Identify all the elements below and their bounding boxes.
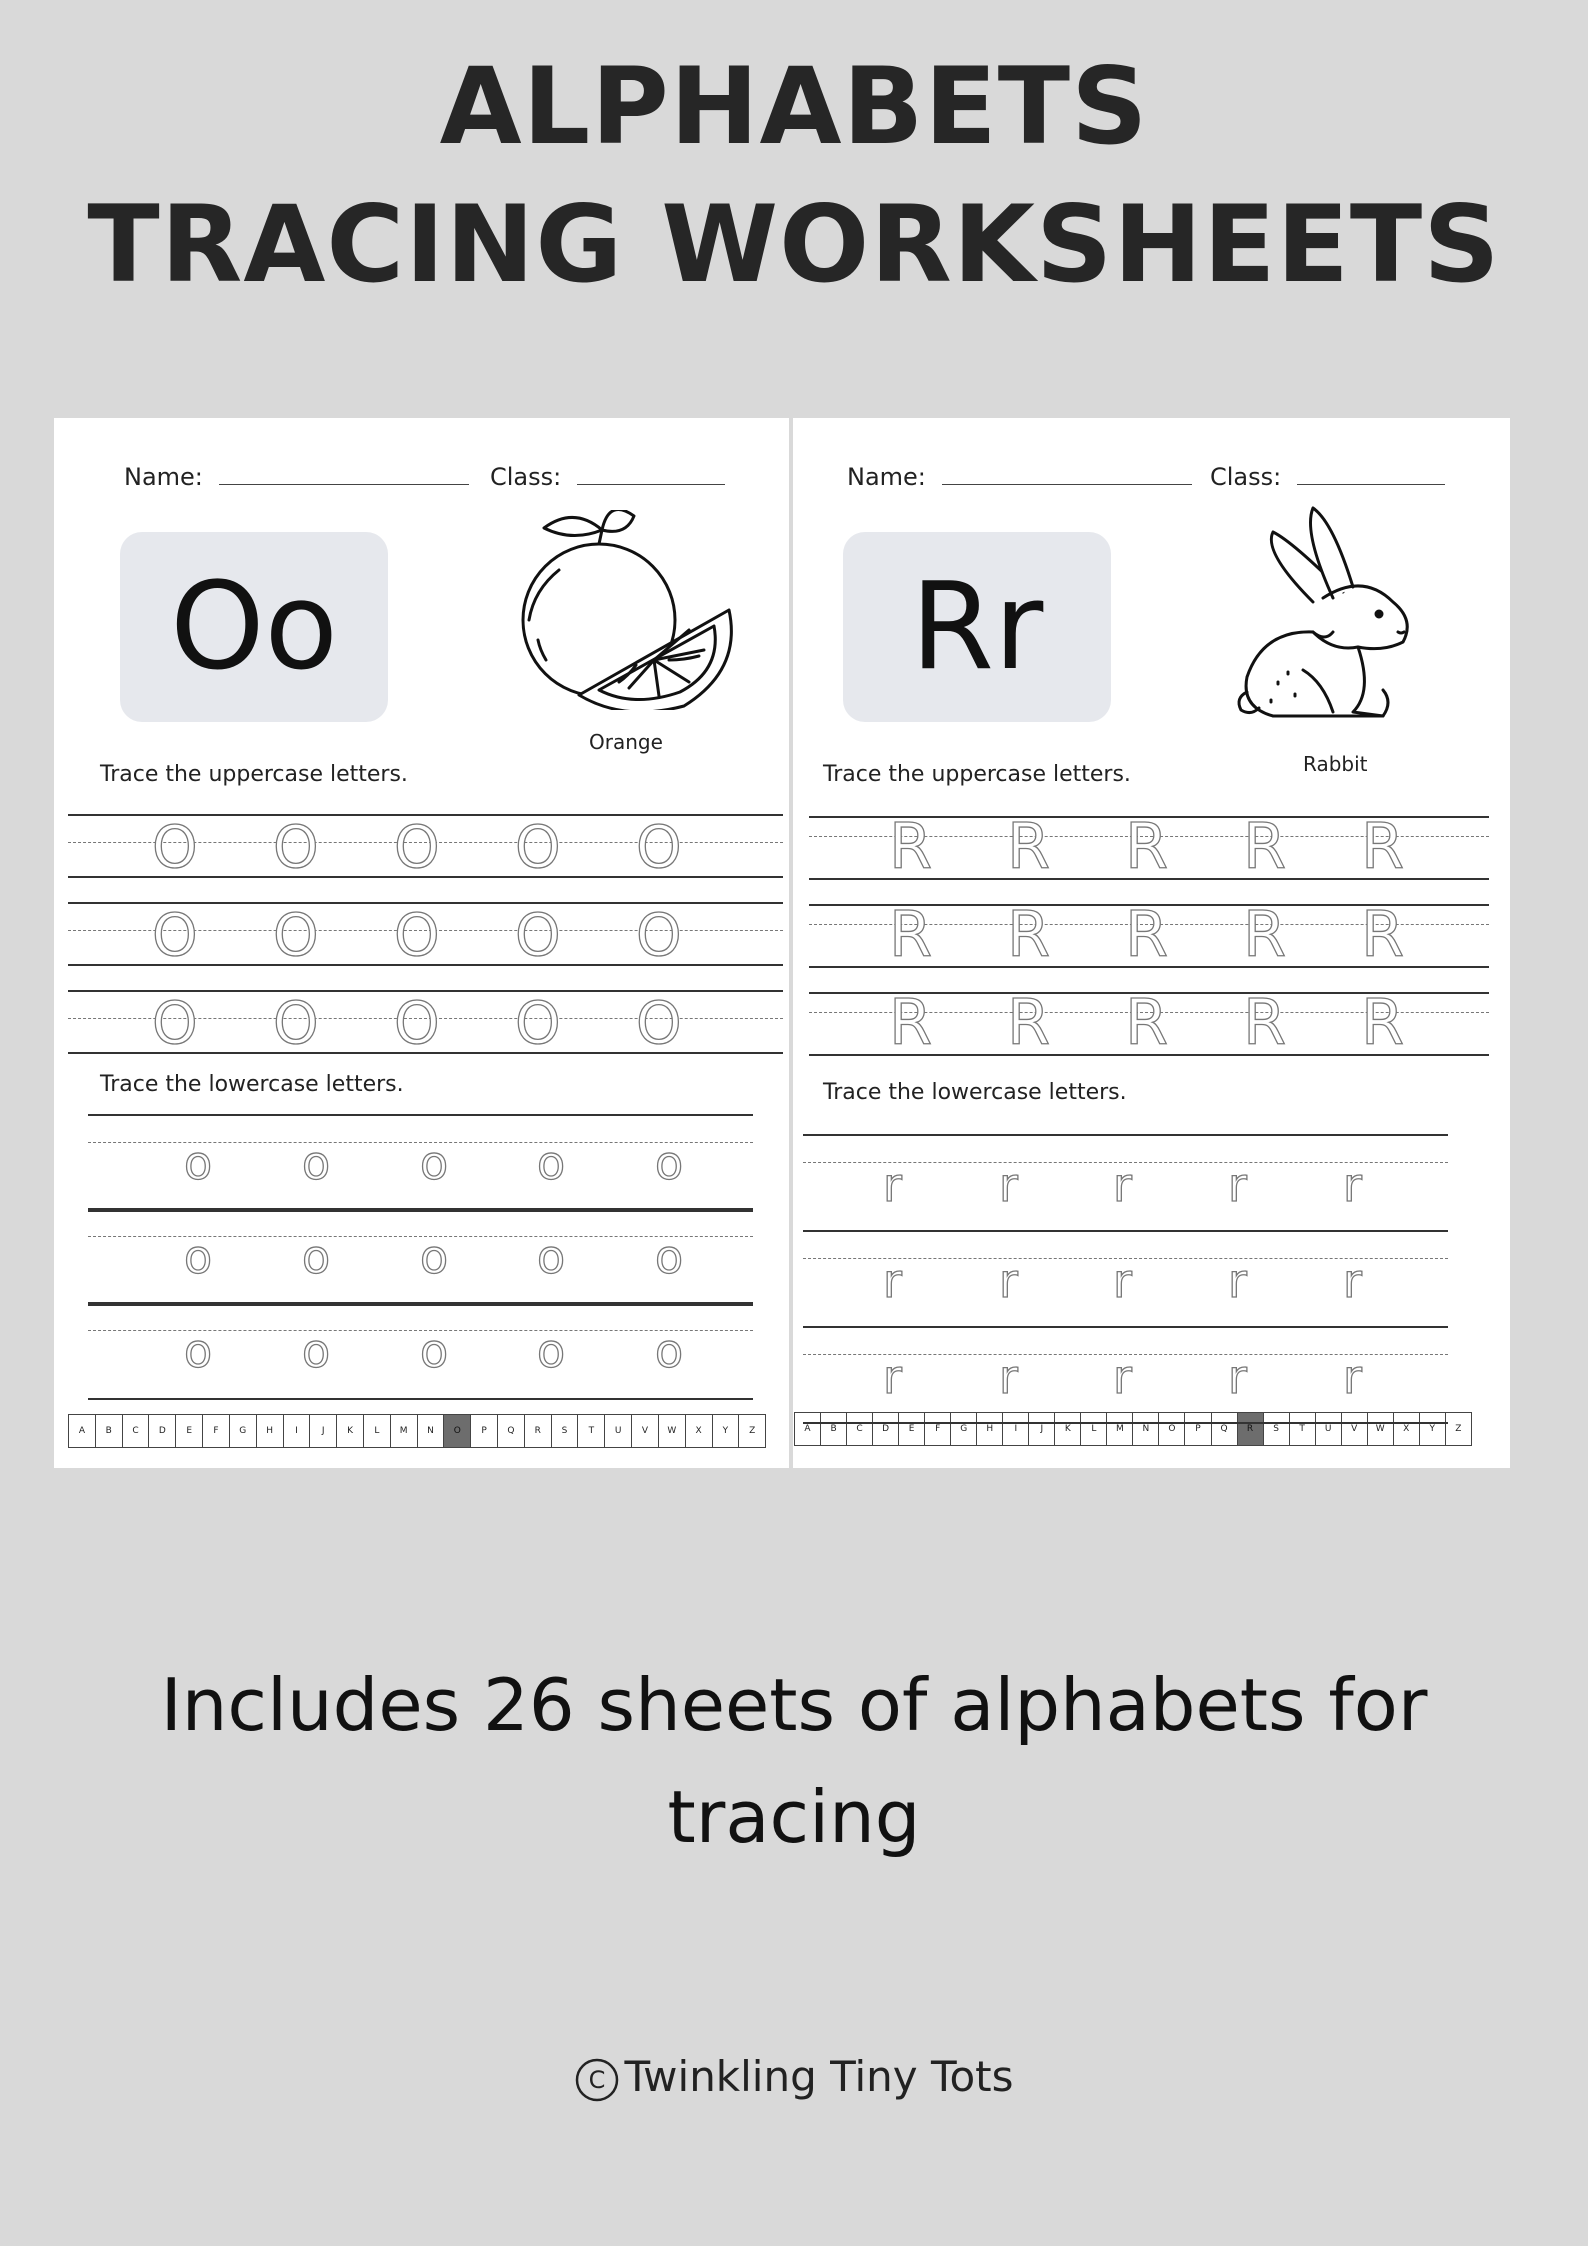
class-line — [1297, 464, 1445, 485]
trace-letter: O — [273, 813, 319, 881]
trace-letter: O — [394, 901, 440, 969]
alphabet-cell-g: G — [230, 1415, 257, 1447]
lowercase-instruction: Trace the lowercase letters. — [823, 1080, 1127, 1105]
trace-letter: R — [1125, 986, 1169, 1059]
name-field-row — [124, 463, 469, 491]
name-line — [219, 464, 469, 485]
uppercase-trace-row — [68, 989, 783, 1057]
trace-letter: o — [655, 1324, 684, 1378]
alphabet-cell-d: D — [873, 1413, 899, 1445]
alphabet-cell-y: Y — [713, 1415, 740, 1447]
trace-letter: R — [1361, 898, 1405, 971]
trace-letter: O — [152, 813, 198, 881]
alphabet-strip — [68, 1414, 766, 1448]
trace-letter: r — [999, 1158, 1018, 1212]
alphabet-cell-z: Z — [1455, 1424, 1462, 1434]
alphabet-cell-w: W — [659, 1415, 686, 1447]
svg-text:C: C — [589, 2065, 606, 2094]
uppercase-instruction: Trace the uppercase letters. — [100, 762, 408, 787]
alphabet-cell-p: P — [471, 1415, 498, 1447]
alphabet-cell-i: I — [1003, 1413, 1029, 1445]
alphabet-cell-l: L — [364, 1415, 391, 1447]
trace-letter: O — [394, 813, 440, 881]
lowercase-trace-row — [88, 1114, 753, 1210]
uppercase-trace-row — [68, 901, 783, 969]
trace-letter: R — [1125, 810, 1169, 883]
trace-letter: r — [1343, 1254, 1362, 1308]
trace-letter: r — [883, 1158, 902, 1212]
alphabet-cell-o: O — [1159, 1413, 1185, 1445]
alphabet-cell-e: E — [899, 1413, 925, 1445]
alphabet-cell-u: U — [605, 1415, 632, 1447]
alphabet-cell-n: N — [1133, 1413, 1159, 1445]
alphabet-cell-c: C — [123, 1415, 150, 1447]
uppercase-trace-row — [68, 813, 783, 881]
alphabet-cell-k: K — [1055, 1413, 1081, 1445]
alphabet-cell-j: J — [1029, 1413, 1055, 1445]
alphabet-cell-a: A — [795, 1413, 821, 1445]
uppercase-trace-row — [809, 810, 1489, 883]
rabbit-icon — [1233, 502, 1433, 732]
trace-letter: o — [420, 1230, 449, 1284]
alphabet-cell-i: I — [284, 1415, 311, 1447]
alphabet-cell-q: Q — [1212, 1413, 1238, 1445]
alphabet-cell-x: X — [686, 1415, 713, 1447]
trace-letter: R — [1125, 898, 1169, 971]
lowercase-trace-row — [803, 1230, 1448, 1326]
alphabet-cell-t: T — [1290, 1413, 1316, 1445]
alphabet-cell-m: M — [1107, 1413, 1133, 1445]
name-label: Name: — [124, 463, 203, 491]
brand-name: Twinkling Tiny Tots — [624, 2052, 1014, 2101]
alphabet-cell-s: S — [552, 1415, 579, 1447]
uppercase-instruction: Trace the uppercase letters. — [823, 762, 1131, 787]
alphabet-cell-a: A — [69, 1415, 96, 1447]
page-title-line2: TRACING WORKSHEETS — [87, 183, 1501, 306]
trace-letter: R — [1243, 810, 1287, 883]
alphabet-cell-m: M — [391, 1415, 418, 1447]
trace-letter: O — [636, 989, 682, 1057]
worksheet-o — [54, 418, 789, 1468]
trace-letter: R — [1243, 898, 1287, 971]
trace-letter: R — [889, 986, 933, 1059]
trace-letter: O — [273, 901, 319, 969]
trace-letter: r — [883, 1350, 902, 1404]
alphabet-cell-k: K — [337, 1415, 364, 1447]
letter-display-box: Oo — [120, 532, 388, 722]
worksheet-r — [793, 418, 1510, 1468]
alphabet-cell-v: V — [632, 1415, 659, 1447]
class-label: Class: — [1210, 463, 1282, 491]
lowercase-instruction: Trace the lowercase letters. — [100, 1072, 404, 1097]
class-label: Class: — [490, 463, 562, 491]
alphabet-cell-w: W — [1368, 1413, 1394, 1445]
uppercase-trace-row — [809, 986, 1489, 1059]
trace-letter: o — [537, 1230, 566, 1284]
alphabet-cell-b: B — [96, 1415, 123, 1447]
alphabet-cell-v: V — [1342, 1413, 1368, 1445]
trace-letter: r — [1113, 1158, 1132, 1212]
alphabet-cell-p: P — [1185, 1413, 1211, 1445]
trace-letter: o — [184, 1324, 213, 1378]
trace-letter: r — [1343, 1158, 1362, 1212]
class-field-row — [490, 463, 725, 491]
trace-letter: O — [515, 901, 561, 969]
orange-icon — [504, 510, 744, 710]
trace-letter: O — [152, 989, 198, 1057]
trace-letter: R — [889, 810, 933, 883]
trace-letter: r — [1228, 1254, 1247, 1308]
alphabet-cell-c: C — [847, 1413, 873, 1445]
trace-letter: r — [1343, 1350, 1362, 1404]
trace-letter: o — [302, 1230, 331, 1284]
trace-letter: o — [655, 1230, 684, 1284]
name-field-row — [847, 463, 1192, 491]
alphabet-cell-y: Y — [1420, 1413, 1446, 1445]
picture-label: Orange — [589, 730, 663, 754]
class-line — [577, 464, 725, 485]
alphabet-cell-f: F — [925, 1413, 951, 1445]
alphabet-cell-l: L — [1081, 1413, 1107, 1445]
trace-letter: R — [1361, 986, 1405, 1059]
alphabet-cell-j: J — [310, 1415, 337, 1447]
trace-letter: o — [302, 1136, 331, 1190]
alphabet-cell-h: H — [977, 1413, 1003, 1445]
alphabet-cell-h: H — [257, 1415, 284, 1447]
alphabet-cell-x: X — [1394, 1413, 1420, 1445]
alphabet-cell-b: B — [821, 1413, 847, 1445]
caption-line2: tracing — [667, 1775, 921, 1859]
trace-letter: O — [152, 901, 198, 969]
alphabet-cell-g: G — [951, 1413, 977, 1445]
trace-letter: r — [999, 1350, 1018, 1404]
name-label: Name: — [847, 463, 926, 491]
trace-letter: o — [537, 1324, 566, 1378]
alphabet-cell-n: N — [418, 1415, 445, 1447]
letter-display-box: Rr — [843, 532, 1111, 722]
alphabet-cell-f: F — [203, 1415, 230, 1447]
brand-footer — [0, 2052, 1588, 2103]
trace-letter: R — [1243, 986, 1287, 1059]
trace-letter: o — [537, 1136, 566, 1190]
trace-letter: O — [515, 813, 561, 881]
trace-letter: o — [184, 1136, 213, 1190]
trace-letter: o — [302, 1324, 331, 1378]
trace-letter: r — [1228, 1350, 1247, 1404]
page-title-line1: ALPHABETS — [439, 45, 1149, 168]
uppercase-trace-row — [809, 898, 1489, 971]
trace-letter: r — [1228, 1158, 1247, 1212]
picture-label: Rabbit — [1303, 752, 1368, 776]
alphabet-cell-s: S — [1264, 1413, 1290, 1445]
alphabet-cell-t: T — [578, 1415, 605, 1447]
trace-letter: o — [184, 1230, 213, 1284]
lowercase-trace-row — [88, 1302, 753, 1398]
trace-letter: r — [1113, 1254, 1132, 1308]
trace-letter: O — [394, 989, 440, 1057]
lowercase-trace-row — [803, 1134, 1448, 1230]
trace-letter: r — [1113, 1350, 1132, 1404]
lowercase-trace-row — [803, 1326, 1448, 1422]
alphabet-cell-o: O — [444, 1415, 471, 1447]
alphabet-cell-r: R — [525, 1415, 552, 1447]
alphabet-cell-r: R — [1238, 1413, 1264, 1445]
trace-letter: R — [1007, 986, 1051, 1059]
alphabet-cell-d: D — [149, 1415, 176, 1447]
trace-letter: r — [883, 1254, 902, 1308]
trace-letter: R — [1007, 810, 1051, 883]
trace-letter: O — [636, 813, 682, 881]
copyright-icon — [574, 2057, 620, 2103]
trace-letter: O — [273, 989, 319, 1057]
caption-line1: Includes 26 sheets of alphabets for — [160, 1663, 1428, 1747]
trace-letter: R — [889, 898, 933, 971]
trace-letter: o — [420, 1324, 449, 1378]
trace-letter: O — [636, 901, 682, 969]
trace-letter: R — [1361, 810, 1405, 883]
alphabet-cell-z: Z — [749, 1426, 756, 1436]
trace-letter: r — [999, 1254, 1018, 1308]
trace-letter: o — [420, 1136, 449, 1190]
class-field-row — [1210, 463, 1445, 491]
trace-letter: R — [1007, 898, 1051, 971]
lowercase-trace-row — [88, 1208, 753, 1304]
alphabet-cell-e: E — [176, 1415, 203, 1447]
alphabet-cell-u: U — [1316, 1413, 1342, 1445]
trace-letter: O — [515, 989, 561, 1057]
name-line — [942, 464, 1192, 485]
trace-letter: o — [655, 1136, 684, 1190]
alphabet-cell-q: Q — [498, 1415, 525, 1447]
